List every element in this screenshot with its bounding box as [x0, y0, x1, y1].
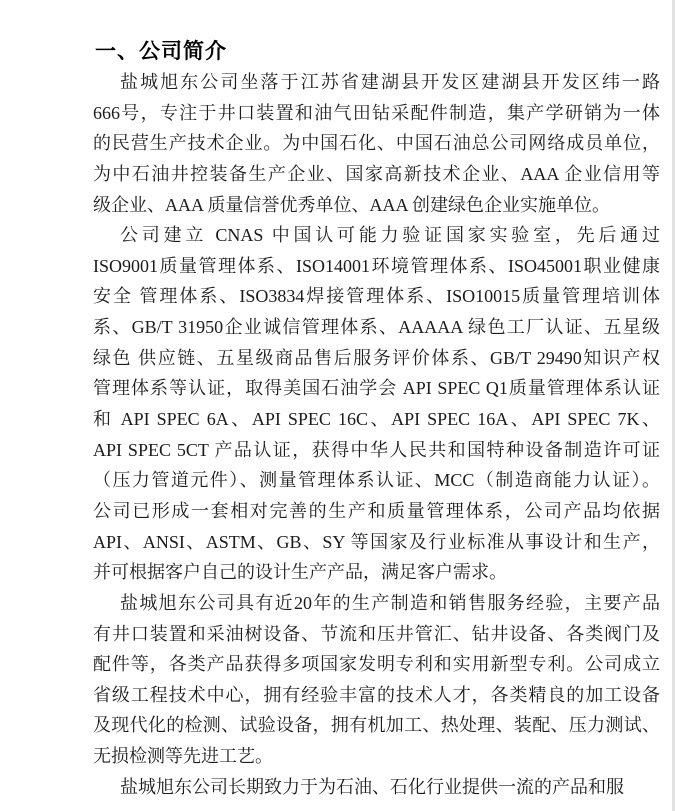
paragraph-line: ISO9001质量管理体系、ISO14001环境管理体系、ISO45001职业健康 [93, 255, 660, 276]
paragraph [93, 67, 660, 220]
paragraph [93, 588, 660, 772]
paragraph-line: 无损检测等先进工艺。 [93, 746, 273, 767]
paragraph-line: 盐城旭东公司坐落于江苏省建湖县开发区建湖县开发区纬一路 [120, 72, 660, 92]
paragraph [93, 772, 660, 803]
paragraph-line: （压力管道元件）、测量管理体系认证、MCC（制造商能力认证）。 [93, 470, 660, 491]
paragraph-line: 和 API SPEC 6A、API SPEC 16C、API SPEC 16A、API SPEC 7K、 [93, 409, 660, 430]
paragraph [93, 220, 660, 588]
paragraph-line: 绿色 供应链、五星级商品售后服务评价体系、GB/T 29490知识产权 [93, 347, 660, 368]
paragraph-line: 为中石油井控装备生产企业、国家高新技术企业、AAA 企业信用等 [93, 163, 660, 184]
paragraph-line: API、ANSI、ASTM、GB、SY 等国家及行业标准从事设计和生产， [93, 531, 660, 552]
paragraph-line: 有井口装置和采油树设备、节流和压井管汇、钻井设备、各类阀门及 [93, 623, 660, 644]
paragraph-line: 及现代化的检测、试验设备，拥有机加工、热处理、装配、压力测试、 [93, 715, 660, 736]
paragraph-line: 的民营生产技术企业。为中国石化、中国石油总公司网络成员单位， [93, 133, 660, 154]
paragraph-line: 级企业、AAA 质量信誉优秀单位、AAA 创建绿色企业实施单位。 [93, 194, 611, 215]
section-title: 一、公司简介 [95, 40, 227, 64]
paragraph-line: 盐城旭东公司具有近20年的生产制造和销售服务经验，主要产品 [120, 592, 660, 613]
paragraph-line: 公司建立 CNAS 中国认可能力验证国家实验室，先后通过 [120, 225, 660, 246]
paragraph-line: 省级工程技术中心，拥有经验丰富的技术人才，各类精良的加工设备 [93, 684, 660, 705]
paragraph-line: 666号，专注于井口装置和油气田钻采配件制造，集产学研销为一体 [93, 102, 660, 123]
paragraph-line: 配件等，各类产品获得多项国家发明专利和实用新型专利。公司成立 [93, 654, 660, 675]
paragraph-line: 安全 管理体系、ISO3834焊接管理体系、ISO10015质量管理培训体 [93, 286, 660, 307]
paragraph-line: 并可根据客户自己的设计生产产品，满足客户需求。 [93, 562, 507, 583]
paragraph-line: 管理体系等认证，取得美国石油学会 API SPEC Q1质量管理体系认证 [93, 378, 660, 399]
paragraph-line: API SPEC 5CT 产品认证，获得中华人民共和国特种设备制造许可证 [93, 439, 660, 460]
paragraph-line: 盐城旭东公司长期致力于为石油、石化行业提供一流的产品和服 [120, 776, 624, 797]
paragraph-line: 公司已形成一套相对完善的生产和质量管理体系，公司产品均依据 [93, 500, 660, 521]
document-body [93, 67, 660, 802]
paragraph-line: 系、GB/T 31950企业诚信管理体系、AAAAA 绿色工厂认证、五星级 [93, 317, 660, 338]
